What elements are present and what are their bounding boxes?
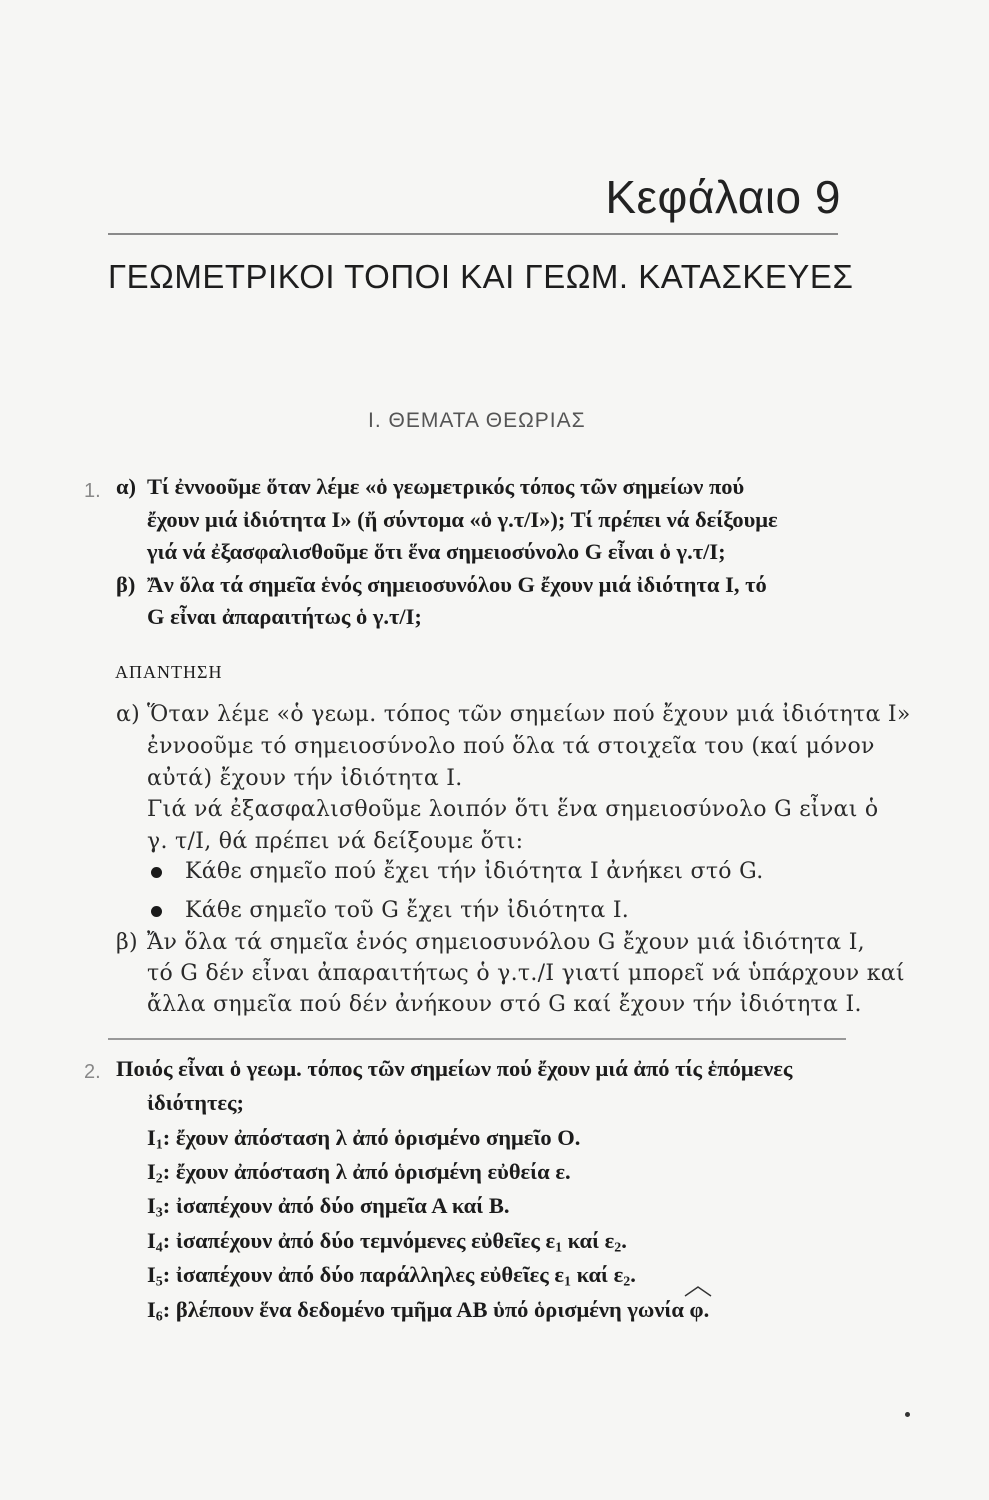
answer-bullet-item: Κάθε σημεῖο πού ἔχει τήν ἰδιότητα Ι ἀνήκει στό G.	[185, 859, 764, 884]
property-item-6: $I_6$: βλέπουν ἕνα δεδομένο τμῆμα ΑΒ ὑπό ὁρισμένη γωνία φ.	[147, 1299, 709, 1322]
question-1b-label: β)	[116, 572, 136, 597]
question-1a-line: Τί ἐννοοῦμε ὅταν λέμε «ὁ γεωμετρικός τόπος τῶν σημείων πού	[147, 474, 745, 499]
answer-a-label: α)	[116, 702, 141, 727]
answer-b-line: ἄλλα σημεῖα πού δέν ἀνήκουν στό G καί ἔχουν τήν ἰδιότητα Ι.	[147, 992, 862, 1017]
bullet-icon	[151, 867, 162, 878]
answer-b-line: Ἄν ὅλα τά σημεῖα ἑνός σημειοσυνόλου G ἔχουν μιά ἰδιότητα Ι,	[147, 930, 865, 955]
section-heading: Ι. ΘΕΜΑΤΑ ΘΕΩΡΙΑΣ	[368, 409, 586, 432]
answer-a-line: ἐννοοῦμε τό σημειοσύνολο πού ὅλα τά στοιχεῖα του (καί μόνον	[147, 734, 875, 759]
property-item-5: $I_5$: ἰσαπέχουν ἀπό δύο παράλληλες εὐθεῖες $\varepsilon_1$ καί $\varepsilon_2$.	[147, 1262, 636, 1290]
header-rule	[108, 233, 838, 235]
answer-a-line: αὐτά) ἔχουν τήν ἰδιότητα Ι.	[147, 766, 463, 791]
answer-a-line: Γιά νά ἐξασφαλισθοῦμε λοιπόν ὅτι ἕνα σημειοσύνολο G εἶναι ὁ	[147, 797, 879, 822]
answer-a-line: γ. τ/Ι, θά πρέπει νά δείξουμε ὅτι:	[147, 829, 524, 854]
question-1b-line: G εἶναι ἀπαραιτήτως ὁ γ.τ/Ι;	[147, 604, 422, 629]
property-item-3: $I_3$: ἰσαπέχουν ἀπό δύο σημεῖα Α καί Β.	[147, 1193, 510, 1221]
property-item-1: $I_1$: ἔχουν ἀπόσταση λ ἀπό ὁρισμένο σημεῖο Ο.	[147, 1125, 581, 1153]
question-2-number: 2.	[84, 1061, 101, 1083]
property-item-4: $I_4$: ἰσαπέχουν ἀπό δύο τεμνόμενες εὐθεῖες $\varepsilon_1$ καί $\varepsilon_2$.	[147, 1228, 627, 1256]
answer-bullet-item: Κάθε σημεῖο τοῦ G ἔχει τήν ἰδιότητα Ι.	[185, 898, 630, 923]
question-1a-label: α)	[116, 474, 137, 499]
chapter-heading: Κεφάλαιο 9	[605, 171, 841, 223]
answer-label: ΑΠΑΝΤΗΣΗ	[115, 662, 223, 682]
answer-a-line: Ὅταν λέμε «ὁ γεωμ. τόπος τῶν σημείων πού ἔχουν μιά ἰδιότητα Ι»	[147, 702, 911, 727]
question-1a-line: γιά νά ἐξασφαλισθοῦμε ὅτι ἕνα σημειοσύνολο G εἶναι ὁ γ.τ/Ι;	[147, 539, 726, 564]
question-1b-line: Ἄν ὅλα τά σημεῖα ἑνός σημειοσυνόλου G ἔχουν μιά ἰδιότητα Ι, τό	[147, 572, 767, 597]
bullet-icon	[151, 906, 162, 917]
question-2-line: ἰδιότητες;	[147, 1090, 244, 1115]
print-speck	[905, 1412, 910, 1417]
chapter-title: ΓΕΩΜΕΤΡΙΚΟΙ ΤΟΠΟΙ ΚΑΙ ΓΕΩΜ. ΚΑΤΑΣΚΕΥΕΣ	[108, 258, 854, 295]
angle-hat-icon	[684, 1285, 712, 1297]
question-2-line: Ποιός εἶναι ὁ γεωμ. τόπος τῶν σημείων πού ἔχουν μιά ἀπό τίς ἑπόμενες	[116, 1056, 793, 1081]
question-1a-line: ἔχουν μιά ἰδιότητα Ι» (ἤ σύντομα «ὁ γ.τ/Ι»); Τί πρέπει νά δείξουμε	[147, 507, 778, 532]
property-item-2: $I_2$: ἔχουν ἀπόσταση λ ἀπό ὁρισμένη εὐθεία ε.	[147, 1159, 571, 1187]
question-1-number: 1.	[84, 480, 101, 502]
answer-b-line: τό G δέν εἶναι ἀπαραιτήτως ὁ γ.τ./Ι γιατί μπορεῖ νά ὑπάρχουν καί	[147, 961, 905, 986]
answer-b-label: β)	[116, 930, 138, 955]
section-divider	[108, 1038, 846, 1040]
